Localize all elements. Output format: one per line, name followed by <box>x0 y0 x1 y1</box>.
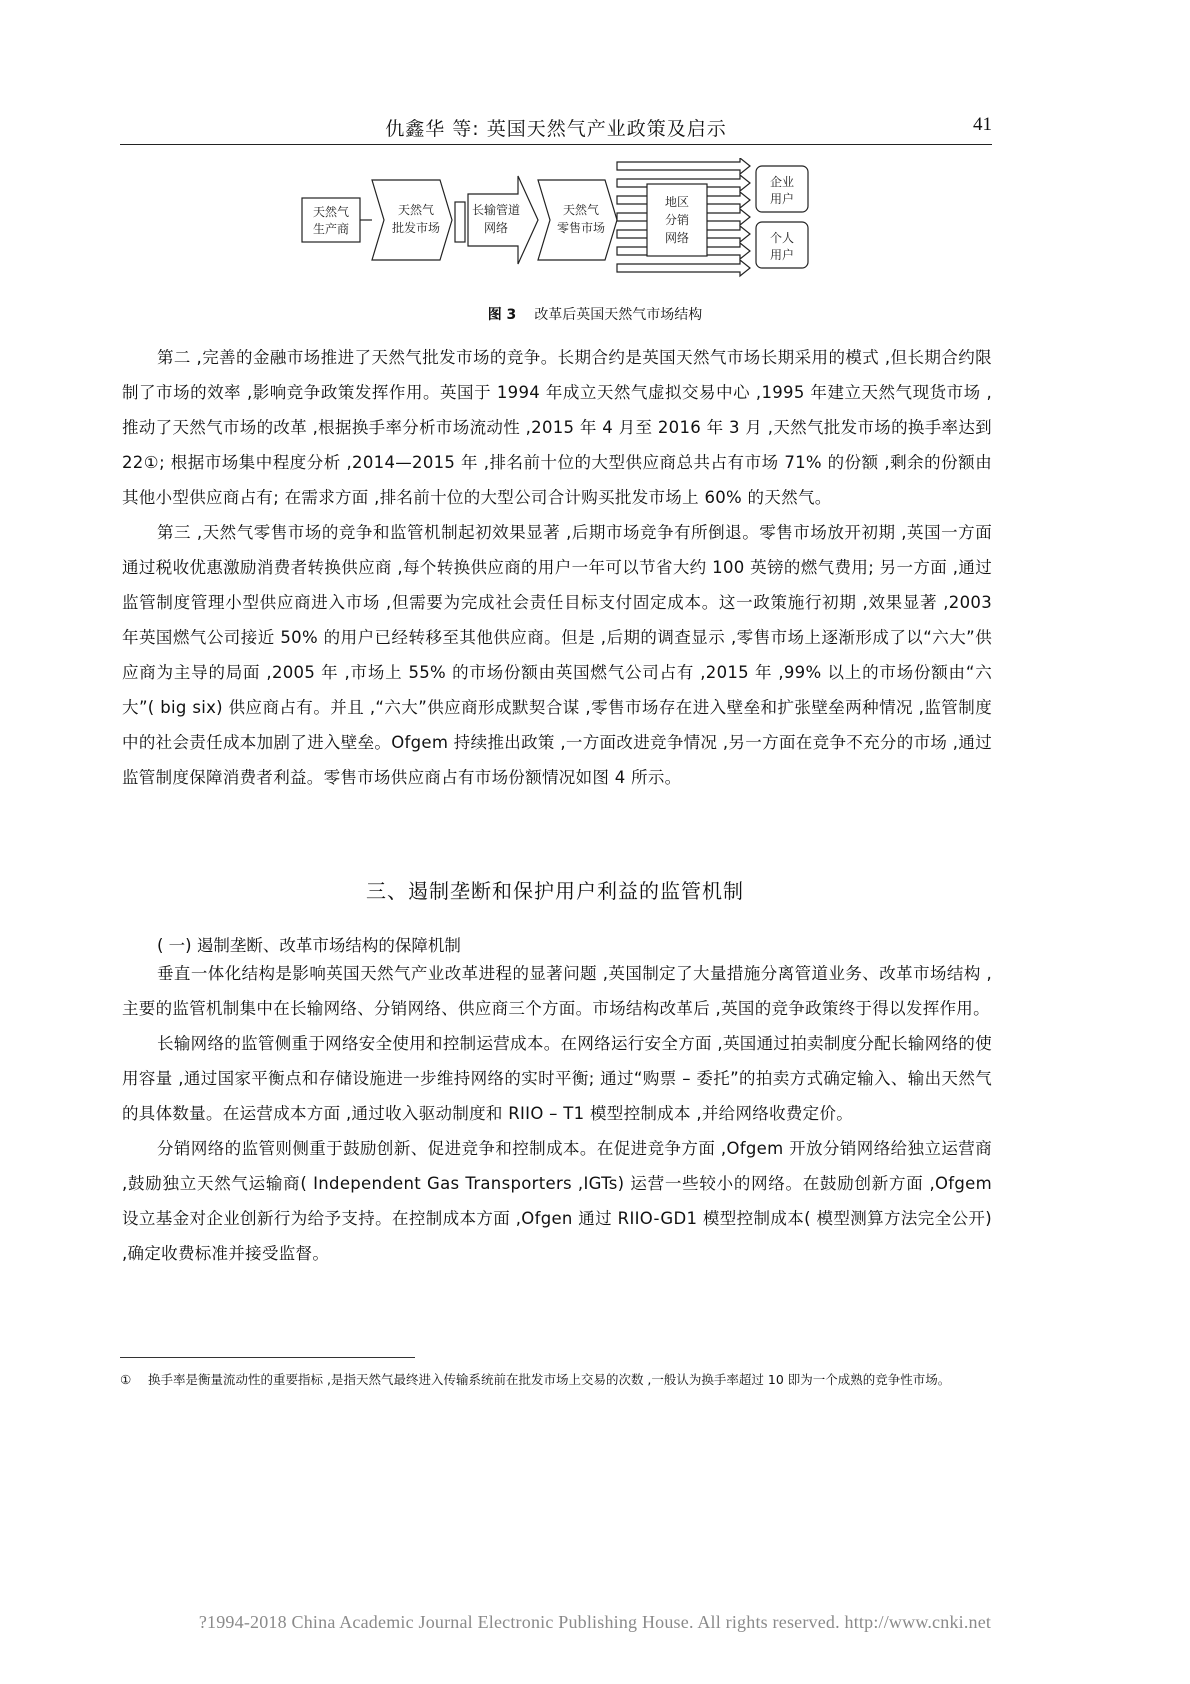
producer-label-2: 生产商 <box>312 222 350 236</box>
producer-label-1: 天然气 <box>312 205 350 219</box>
body-text-bottom <box>122 956 992 1271</box>
market-structure-diagram <box>300 158 820 282</box>
copyright-footer: ?1994-2018 China Academic Journal Electronic Publishing House. All rights reserved. http://www.cnki.net <box>198 1612 992 1632</box>
paragraph-second: 第二 ,完善的金融市场推进了天然气批发市场的竞争。长期合约是英国天然气市场长期采用的模式 ,但长期合约限制了市场的效率 ,影响竞争政策发挥作用。英国于 1994 年成立天然气虚拟交易中心 ,1995 年建立天然气现货市场 ,推动了天然气市场的改革 ,根据换手率分析市场流动性 ,2015 年 4 月至 2016 年 3 月 ,天然气批发市场的换手率达到 22①; 根据市场集中程度分析 ,2014—2015 年 ,排名前十位的大型供应商总共占有市场 71% 的份额 ,剩余的份额由其他小型供应商占有; 在需求方面 ,排名前十位的大型公司合计购买批发市场上 60% 的天然气。 <box>122 348 992 507</box>
market-structure-figure <box>300 158 820 282</box>
individual-label-1: 个人 <box>769 231 795 245</box>
footnote-text: 换手率是衡量流动性的重要指标 ,是指天然气最终进入传输系统前在批发市场上交易的次数 ,一般认为换手率超过 10 即为一个成熟的竞争性市场。 <box>148 1372 951 1387</box>
page-number: 41 <box>973 114 992 135</box>
paragraph-transmission-network: 长输网络的监管侧重于网络安全使用和控制运营成本。在网络运行安全方面 ,英国通过拍卖制度分配长输网络的使用容量 ,通过国家平衡点和存储设施进一步维持网络的实时平衡; 通过“购票 – 委托”的拍卖方式确定输入、输出天然气的具体数量。在运营成本方面 ,通过收入驱动制度和 RIIO – T1 模型控制成本 ,并给网络收费定价。 <box>122 1034 992 1123</box>
retail-label-1: 天然气 <box>562 203 600 217</box>
wholesale-shape <box>372 180 452 260</box>
figure-number: 图 3 <box>487 307 517 323</box>
retail-label-2: 零售市场 <box>556 221 606 235</box>
wholesale-label-1: 天然气 <box>397 203 435 217</box>
enterprise-label-1: 企业 <box>769 175 795 189</box>
running-header <box>120 110 992 145</box>
distribution-label-2: 分销 <box>664 213 690 227</box>
paragraph-distribution-network: 分销网络的监管则侧重于鼓励创新、促进竞争和控制成本。在促进竞争方面 ,Ofgem 开放分销网络给独立运营商 ,鼓励独立天然气运输商( Independent Gas Transporters ,IGTs) 运营一些较小的网络。在鼓励创新方面 ,Ofgem 设立基金对企业创新行为给予支持。在控制成本方面 ,Ofgen 通过 RIIO-GD1 模型控制成本( 模型测算方法完全公开) ,确定收费标准并接受监督。 <box>122 1139 992 1263</box>
retail-shape <box>538 180 617 260</box>
paragraph-third: 第三 ,天然气零售市场的竞争和监管机制起初效果显著 ,后期市场竞争有所倒退。零售市场放开初期 ,英国一方面通过税收优惠激励消费者转换供应商 ,每个转换供应商的用户一年可以节省大约 100 英镑的燃气费用; 另一方面 ,通过监管制度管理小型供应商进入市场 ,但需要为完成社会责任目标支付固定成本。这一政策施行初期 ,效果显著 ,2003 年英国燃气公司接近 50% 的用户已经转移至其他供应商。但是 ,后期的调查显示 ,零售市场上逐渐形成了以“六大”供应商为主导的局面 ,2005 年 ,市场上 55% 的市场份额由英国燃气公司占有 ,2015 年 ,99% 以上的市场份额由“六大”( big six) 供应商占有。并且 ,“六大”供应商形成默契合谋 ,零售市场存在进入壁垒和扩张壁垒两种情况 ,监管制度中的社会责任成本加剧了进入壁垒。Ofgem 持续推出政策 ,一方面改进竞争情况 ,另一方面在竞争不充分的市场 ,通过监管制度保障消费者利益。零售市场供应商占有市场份额情况如图 4 所示。 <box>122 523 992 787</box>
paragraph-vertical-integration: 垂直一体化结构是影响英国天然气产业改革进程的显著问题 ,英国制定了大量措施分离管道业务、改革市场结构 ,主要的监管机制集中在长输网络、分销网络、供应商三个方面。市场结构改革后 ,英国的竞争政策终于得以发挥作用。 <box>122 964 992 1018</box>
distribution-label-1: 地区 <box>664 195 690 209</box>
subsection-title: ( 一) 遏制垄断、改革市场结构的保障机制 <box>157 936 461 955</box>
pipeline-arrow <box>468 176 538 264</box>
footnote <box>120 1370 992 1389</box>
body-text-top <box>122 340 992 795</box>
wholesale-label-2: 批发市场 <box>391 221 441 235</box>
enterprise-label-2: 用户 <box>769 192 795 206</box>
figure-caption <box>0 304 1190 324</box>
footnote-rule <box>120 1357 415 1358</box>
distribution-label-3: 网络 <box>664 231 690 245</box>
pipeline-label-2: 网络 <box>483 221 509 235</box>
section-title: 三、遏制垄断和保护用户利益的监管机制 <box>366 879 744 903</box>
figure-caption-text: 改革后英国天然气市场结构 <box>534 307 703 323</box>
separator-bar <box>455 202 465 242</box>
pipeline-label-1: 长输管道 <box>471 203 521 217</box>
footnote-mark: ① <box>120 1372 132 1387</box>
individual-label-2: 用户 <box>769 248 795 262</box>
running-title: 仇鑫华 等: 英国天然气产业政策及启示 <box>385 118 727 140</box>
